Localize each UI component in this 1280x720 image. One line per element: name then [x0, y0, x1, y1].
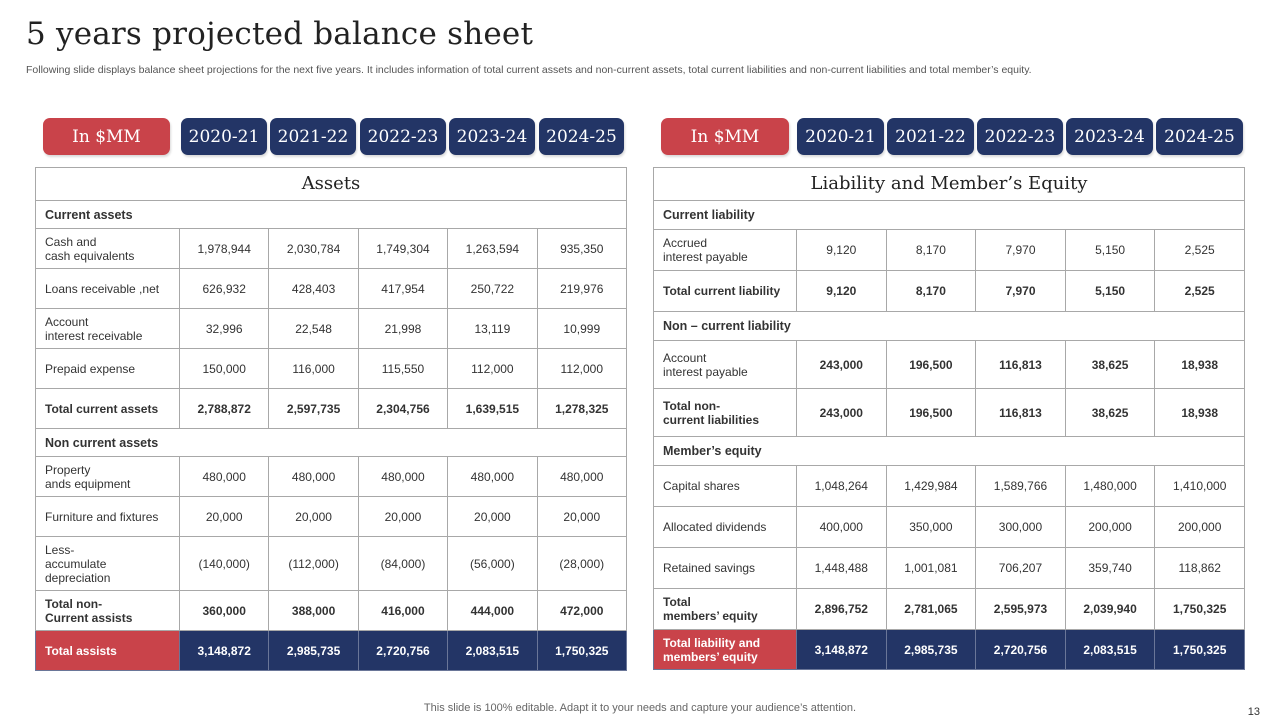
row-label: Retained savings — [654, 548, 797, 589]
value-cell: 5,150 — [1065, 230, 1155, 271]
liabilities-panel — [653, 118, 1245, 664]
value-cell: 2,083,515 — [448, 631, 537, 671]
value-cell: 112,000 — [537, 349, 626, 389]
value-cell: 20,000 — [537, 497, 626, 537]
unit-label: In $MM — [661, 118, 789, 155]
value-cell: (140,000) — [180, 537, 269, 591]
value-cell: 417,954 — [358, 269, 447, 309]
value-cell: 416,000 — [358, 591, 447, 631]
value-cell: 360,000 — [180, 591, 269, 631]
value-cell: 150,000 — [180, 349, 269, 389]
section-label: Non – current liability — [654, 312, 1245, 341]
year-label: 2022-23 — [977, 118, 1063, 155]
value-cell: 388,000 — [269, 591, 358, 631]
value-cell: 243,000 — [797, 341, 887, 389]
table-row — [654, 589, 1245, 630]
row-label: Account interest receivable — [36, 309, 180, 349]
value-cell: 706,207 — [976, 548, 1066, 589]
value-cell: 7,970 — [976, 271, 1066, 312]
table-row — [654, 466, 1245, 507]
value-cell: 480,000 — [180, 457, 269, 497]
table-row — [36, 537, 627, 591]
value-cell: 1,410,000 — [1155, 466, 1245, 507]
row-label: Less- accumulate depreciation — [36, 537, 180, 591]
value-cell: 200,000 — [1065, 507, 1155, 548]
value-cell: 32,996 — [180, 309, 269, 349]
value-cell: 8,170 — [886, 230, 976, 271]
table-row — [654, 271, 1245, 312]
value-cell: 359,740 — [1065, 548, 1155, 589]
section-row — [36, 201, 627, 229]
row-label: Total current assets — [36, 389, 180, 429]
value-cell: 1,448,488 — [797, 548, 887, 589]
assets-table — [35, 167, 627, 671]
page-number: 13 — [1247, 706, 1260, 718]
value-cell: (28,000) — [537, 537, 626, 591]
section-row — [654, 312, 1245, 341]
value-cell: 2,720,756 — [976, 630, 1066, 670]
value-cell: 480,000 — [537, 457, 626, 497]
year-label: 2023-24 — [449, 118, 535, 155]
section-label: Current liability — [654, 201, 1245, 230]
table-row — [36, 591, 627, 631]
value-cell: 350,000 — [886, 507, 976, 548]
row-label: Total non- current liabilities — [654, 389, 797, 437]
footer-note: This slide is 100% editable. Adapt it to your needs and capture your audience’s attention. — [423, 702, 857, 714]
value-cell: 444,000 — [448, 591, 537, 631]
table-row — [36, 389, 627, 429]
table-row — [36, 349, 627, 389]
assets-panel — [35, 118, 627, 658]
year-label: 2024-25 — [1156, 118, 1243, 155]
row-label: Furniture and fixtures — [36, 497, 180, 537]
table-row — [654, 389, 1245, 437]
year-label: 2023-24 — [1066, 118, 1153, 155]
value-cell: 2,597,735 — [269, 389, 358, 429]
value-cell: 116,000 — [269, 349, 358, 389]
value-cell: 400,000 — [797, 507, 887, 548]
value-cell: 112,000 — [448, 349, 537, 389]
value-cell: 1,429,984 — [886, 466, 976, 507]
page-subtitle: Following slide displays balance sheet projections for the next five years. It includes information of total current assets and non-current assets, total current liabilities and non-current liabilities and total member’s equity. — [26, 64, 1032, 76]
value-cell: 2,525 — [1155, 271, 1245, 312]
value-cell: 2,030,784 — [269, 229, 358, 269]
row-label: Prepaid expense — [36, 349, 180, 389]
value-cell: 243,000 — [797, 389, 887, 437]
value-cell: 480,000 — [448, 457, 537, 497]
value-cell: 480,000 — [269, 457, 358, 497]
row-label: Total liability and members’ equity — [654, 630, 797, 670]
value-cell: 118,862 — [1155, 548, 1245, 589]
value-cell: 196,500 — [886, 341, 976, 389]
unit-label: In $MM — [43, 118, 170, 155]
page-title: 5 years projected balance sheet — [26, 16, 534, 52]
value-cell: 428,403 — [269, 269, 358, 309]
section-row — [36, 429, 627, 457]
assets-year-header — [35, 118, 627, 156]
liabilities-year-header — [653, 118, 1245, 156]
value-cell: 2,039,940 — [1065, 589, 1155, 630]
value-cell: 21,998 — [358, 309, 447, 349]
value-cell: 2,595,973 — [976, 589, 1066, 630]
table-heading-row — [36, 168, 627, 201]
row-label: Total current liability — [654, 271, 797, 312]
table-heading-row — [654, 168, 1245, 201]
liabilities-table — [653, 167, 1245, 670]
value-cell: 2,525 — [1155, 230, 1245, 271]
row-label: Accrued interest payable — [654, 230, 797, 271]
row-label: Loans receivable ,net — [36, 269, 180, 309]
value-cell: 18,938 — [1155, 389, 1245, 437]
liabilities-heading: Liability and Member’s Equity — [654, 168, 1245, 201]
row-label: Total non- Current assists — [36, 591, 180, 631]
value-cell: 38,625 — [1065, 341, 1155, 389]
value-cell: 9,120 — [797, 271, 887, 312]
section-row — [654, 437, 1245, 466]
value-cell: 2,720,756 — [358, 631, 447, 671]
value-cell: 38,625 — [1065, 389, 1155, 437]
value-cell: 2,896,752 — [797, 589, 887, 630]
row-label: Cash and cash equivalents — [36, 229, 180, 269]
total-row — [654, 630, 1245, 670]
section-label: Current assets — [36, 201, 627, 229]
table-row — [36, 457, 627, 497]
table-row — [36, 497, 627, 537]
year-label: 2021-22 — [887, 118, 974, 155]
value-cell: 2,788,872 — [180, 389, 269, 429]
value-cell: 9,120 — [797, 230, 887, 271]
section-label: Member’s equity — [654, 437, 1245, 466]
table-row — [36, 229, 627, 269]
value-cell: 3,148,872 — [180, 631, 269, 671]
value-cell: 1,639,515 — [448, 389, 537, 429]
row-label: Account interest payable — [654, 341, 797, 389]
row-label: Total assists — [36, 631, 180, 671]
value-cell: 3,148,872 — [797, 630, 887, 670]
total-row — [36, 631, 627, 671]
value-cell: 2,304,756 — [358, 389, 447, 429]
row-label: Property ands equipment — [36, 457, 180, 497]
value-cell: 20,000 — [448, 497, 537, 537]
value-cell: 2,083,515 — [1065, 630, 1155, 670]
value-cell: 472,000 — [537, 591, 626, 631]
value-cell: 200,000 — [1155, 507, 1245, 548]
value-cell: 20,000 — [180, 497, 269, 537]
value-cell: 196,500 — [886, 389, 976, 437]
value-cell: 2,985,735 — [886, 630, 976, 670]
value-cell: 7,970 — [976, 230, 1066, 271]
year-label: 2020-21 — [797, 118, 884, 155]
value-cell: 1,978,944 — [180, 229, 269, 269]
value-cell: 8,170 — [886, 271, 976, 312]
value-cell: (56,000) — [448, 537, 537, 591]
row-label: Capital shares — [654, 466, 797, 507]
value-cell: 20,000 — [269, 497, 358, 537]
value-cell: 626,932 — [180, 269, 269, 309]
row-label: Allocated dividends — [654, 507, 797, 548]
value-cell: 1,001,081 — [886, 548, 976, 589]
section-label: Non current assets — [36, 429, 627, 457]
value-cell: 10,999 — [537, 309, 626, 349]
table-row — [654, 507, 1245, 548]
value-cell: 13,119 — [448, 309, 537, 349]
value-cell: 1,750,325 — [1155, 589, 1245, 630]
value-cell: 5,150 — [1065, 271, 1155, 312]
year-label: 2024-25 — [539, 118, 624, 155]
value-cell: 1,750,325 — [537, 631, 626, 671]
value-cell: 1,263,594 — [448, 229, 537, 269]
value-cell: 116,813 — [976, 341, 1066, 389]
value-cell: 1,750,325 — [1155, 630, 1245, 670]
value-cell: 18,938 — [1155, 341, 1245, 389]
value-cell: (84,000) — [358, 537, 447, 591]
value-cell: 1,589,766 — [976, 466, 1066, 507]
value-cell: 2,985,735 — [269, 631, 358, 671]
value-cell: 1,480,000 — [1065, 466, 1155, 507]
year-label: 2022-23 — [360, 118, 446, 155]
year-label: 2021-22 — [270, 118, 356, 155]
value-cell: 1,278,325 — [537, 389, 626, 429]
row-label: Total members’ equity — [654, 589, 797, 630]
table-row — [36, 309, 627, 349]
value-cell: 1,048,264 — [797, 466, 887, 507]
value-cell: 935,350 — [537, 229, 626, 269]
table-row — [654, 548, 1245, 589]
year-label: 2020-21 — [181, 118, 267, 155]
value-cell: 116,813 — [976, 389, 1066, 437]
value-cell: (112,000) — [269, 537, 358, 591]
value-cell: 480,000 — [358, 457, 447, 497]
table-row — [36, 269, 627, 309]
assets-heading: Assets — [36, 168, 627, 201]
value-cell: 22,548 — [269, 309, 358, 349]
section-row — [654, 201, 1245, 230]
value-cell: 219,976 — [537, 269, 626, 309]
value-cell: 250,722 — [448, 269, 537, 309]
value-cell: 300,000 — [976, 507, 1066, 548]
table-row — [654, 230, 1245, 271]
value-cell: 2,781,065 — [886, 589, 976, 630]
table-row — [654, 341, 1245, 389]
value-cell: 115,550 — [358, 349, 447, 389]
value-cell: 1,749,304 — [358, 229, 447, 269]
value-cell: 20,000 — [358, 497, 447, 537]
